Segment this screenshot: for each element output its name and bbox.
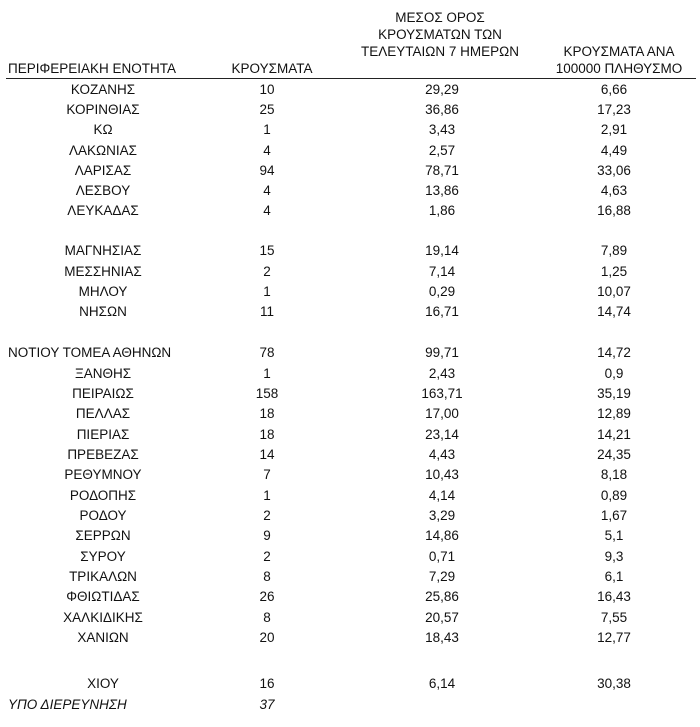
per100k-cell: 12,77 <box>597 630 631 645</box>
per100k-cell: 7,89 <box>600 243 628 258</box>
avg7-cell: 14,86 <box>425 528 459 543</box>
table-row <box>0 547 700 567</box>
cases-cell: 4 <box>263 183 271 198</box>
avg7-cell: 16,71 <box>425 304 459 319</box>
per100k-cell: 14,21 <box>597 427 631 442</box>
table-row <box>0 567 700 587</box>
cases-cell: 158 <box>255 386 279 401</box>
table-row <box>0 364 700 384</box>
cases-cell: 1 <box>263 488 271 503</box>
table-row <box>0 100 700 120</box>
region-cell: ΛΑΡΙΣΑΣ <box>74 163 132 178</box>
table-row <box>0 241 700 261</box>
cases-cell: 15 <box>259 243 275 258</box>
cases-cell: 10 <box>259 82 275 97</box>
region-cell: ΝΟΤΙΟΥ ΤΟΜΕΑ ΑΘΗΝΩΝ <box>8 345 172 360</box>
per100k-cell: 10,07 <box>597 284 631 299</box>
per100k-cell: 12,89 <box>597 406 631 421</box>
cases-cell: 11 <box>259 304 274 319</box>
footer-label: ΥΠΟ ΔΙΕΡΕΥΝΗΣΗ <box>8 697 127 712</box>
per100k-cell: 14,74 <box>597 304 631 319</box>
avg7-cell: 23,14 <box>425 427 459 442</box>
region-cell: ΦΘΙΩΤΙΔΑΣ <box>66 589 140 604</box>
table-row <box>0 120 700 140</box>
table-row <box>0 343 700 363</box>
cases-cell: 9 <box>263 528 271 543</box>
region-cell: ΚΩ <box>93 122 113 137</box>
table-row <box>0 201 700 221</box>
avg7-cell: 29,29 <box>425 82 459 97</box>
avg7-cell: 7,14 <box>428 264 456 279</box>
avg7-cell: 2,57 <box>428 143 456 158</box>
per100k-cell: 9,3 <box>604 549 624 564</box>
per100k-cell: 7,55 <box>600 610 628 625</box>
avg7-cell: 36,86 <box>425 102 459 117</box>
cases-cell: 2 <box>263 508 271 523</box>
cases-cell: 2 <box>263 549 271 564</box>
avg7-cell: 1,86 <box>428 203 456 218</box>
cases-cell: 25 <box>259 102 275 117</box>
table-row <box>0 161 700 181</box>
table-row <box>0 445 700 465</box>
per100k-cell: 35,19 <box>597 386 631 401</box>
cases-cell: 14 <box>259 447 275 462</box>
avg7-cell: 17,00 <box>425 406 459 421</box>
header-per100k: ΚΡΟΥΣΜΑΤΑ ΑΝΑ 100000 ΠΛΗΘΥΣΜΟ <box>555 44 683 76</box>
cases-cell: 16 <box>259 676 275 691</box>
cases-cell: 18 <box>259 406 275 421</box>
table-row <box>0 404 700 424</box>
avg7-cell: 20,57 <box>425 610 459 625</box>
cases-cell: 4 <box>263 143 271 158</box>
per100k-cell: 0,89 <box>600 488 628 503</box>
table-row <box>0 587 700 607</box>
region-cell: ΣΥΡΟΥ <box>80 549 126 564</box>
per100k-cell: 6,66 <box>600 82 628 97</box>
cases-cell: 1 <box>263 366 271 381</box>
avg7-cell: 78,71 <box>425 163 459 178</box>
avg7-cell: 18,43 <box>425 630 459 645</box>
cases-cell: 78 <box>259 345 275 360</box>
avg7-cell: 4,43 <box>428 447 456 462</box>
cases-cell: 1 <box>263 284 271 299</box>
region-cell: ΜΗΛΟΥ <box>78 284 128 299</box>
region-cell: ΤΡΙΚΑΛΩΝ <box>69 569 137 584</box>
region-cell: ΚΟΡΙΝΘΙΑΣ <box>66 102 140 117</box>
table-row <box>0 425 700 445</box>
table-row <box>0 384 700 404</box>
avg7-cell: 13,86 <box>425 183 459 198</box>
region-cell: ΧΑΛΚΙΔΙΚΗΣ <box>63 610 143 625</box>
avg7-cell: 0,71 <box>428 549 456 564</box>
avg7-cell: 25,86 <box>425 589 459 604</box>
per100k-cell: 1,67 <box>600 508 628 523</box>
region-cell: ΛΕΥΚΑΔΑΣ <box>67 203 139 218</box>
cases-cell: 18 <box>259 427 275 442</box>
region-cell: ΛΕΣΒΟΥ <box>75 183 131 198</box>
table-row <box>0 506 700 526</box>
cases-cell: 1 <box>263 122 271 137</box>
per100k-cell: 4,63 <box>600 183 628 198</box>
cases-cell: 7 <box>263 467 271 482</box>
cases-cell: 4 <box>263 203 271 218</box>
cases-cell: 26 <box>259 589 275 604</box>
per100k-cell: 33,06 <box>597 163 631 178</box>
region-cell: ΜΕΣΣΗΝΙΑΣ <box>64 264 142 279</box>
per100k-cell: 17,23 <box>597 102 631 117</box>
header-region: ΠΕΡΙΦΕΡΕΙΑΚΗ ΕΝΟΤΗΤΑ <box>8 61 177 76</box>
header-avg7: ΜΕΣΟΣ ΟΡΟΣ ΚΡΟΥΣΜΑΤΩΝ ΤΩΝ ΤΕΛΕΥΤΑΙΩΝ 7 ΗΜΕΡΩΝ <box>361 10 519 59</box>
region-cell: ΧΙΟΥ <box>87 676 119 691</box>
table-row <box>0 628 700 648</box>
table-row <box>0 282 700 302</box>
header-rule <box>6 78 696 79</box>
per100k-cell: 30,38 <box>597 676 631 691</box>
table-row <box>0 486 700 506</box>
avg7-cell: 4,14 <box>428 488 456 503</box>
cases-cell: 94 <box>259 163 275 178</box>
region-cell: ΝΗΣΩΝ <box>79 304 127 319</box>
table-header <box>0 0 700 79</box>
avg7-cell: 10,43 <box>425 467 459 482</box>
footer-row <box>0 695 700 715</box>
table-row <box>0 465 700 485</box>
footer-cases: 37 <box>259 697 275 712</box>
table-row <box>0 262 700 282</box>
region-cell: ΚΟΖΑΝΗΣ <box>70 82 136 97</box>
avg7-cell: 7,29 <box>428 569 456 584</box>
header-cases: ΚΡΟΥΣΜΑΤΑ <box>231 61 313 76</box>
region-cell: ΣΕΡΡΩΝ <box>75 528 131 543</box>
per100k-cell: 14,72 <box>597 345 631 360</box>
per100k-cell: 1,25 <box>600 264 628 279</box>
table-row <box>0 674 700 694</box>
avg7-cell: 163,71 <box>421 386 463 401</box>
region-cell: ΧΑΝΙΩΝ <box>77 630 129 645</box>
table-row <box>0 80 700 100</box>
per100k-cell: 16,88 <box>597 203 631 218</box>
per100k-cell: 5,1 <box>604 528 624 543</box>
region-cell: ΡΕΘΥΜΝΟΥ <box>64 467 142 482</box>
region-cell: ΡΟΔΟΥ <box>79 508 127 523</box>
avg7-cell: 99,71 <box>425 345 459 360</box>
table-row <box>0 302 700 322</box>
per100k-cell: 6,1 <box>604 569 624 584</box>
cases-cell: 8 <box>263 569 271 584</box>
avg7-cell: 0,29 <box>428 284 456 299</box>
table-row <box>0 526 700 546</box>
table-row <box>0 608 700 628</box>
region-cell: ΠΕΛΛΑΣ <box>75 406 131 421</box>
avg7-cell: 19,14 <box>425 243 459 258</box>
table-row <box>0 181 700 201</box>
region-cell: ΠΙΕΡΙΑΣ <box>76 427 130 442</box>
region-cell: ΠΡΕΒΕΖΑΣ <box>67 447 139 462</box>
per100k-cell: 24,35 <box>597 447 631 462</box>
avg7-cell: 3,29 <box>428 508 456 523</box>
cases-cell: 20 <box>259 630 275 645</box>
per100k-cell: 2,91 <box>600 122 628 137</box>
per100k-cell: 4,49 <box>600 143 628 158</box>
cases-cell: 8 <box>263 610 271 625</box>
region-cell: ΞΑΝΘΗΣ <box>74 366 132 381</box>
table-row <box>0 141 700 161</box>
per100k-cell: 8,18 <box>600 467 628 482</box>
avg7-cell: 6,14 <box>428 676 456 691</box>
avg7-cell: 3,43 <box>428 122 456 137</box>
per100k-cell: 16,43 <box>597 589 631 604</box>
region-cell: ΠΕΙΡΑΙΩΣ <box>72 386 134 401</box>
region-cell: ΜΑΓΝΗΣΙΑΣ <box>64 243 142 258</box>
avg7-cell: 2,43 <box>428 366 456 381</box>
per100k-cell: 0,9 <box>604 366 624 381</box>
region-cell: ΡΟΔΟΠΗΣ <box>69 488 137 503</box>
cases-cell: 2 <box>263 264 271 279</box>
region-cell: ΛΑΚΩΝΙΑΣ <box>69 143 137 158</box>
